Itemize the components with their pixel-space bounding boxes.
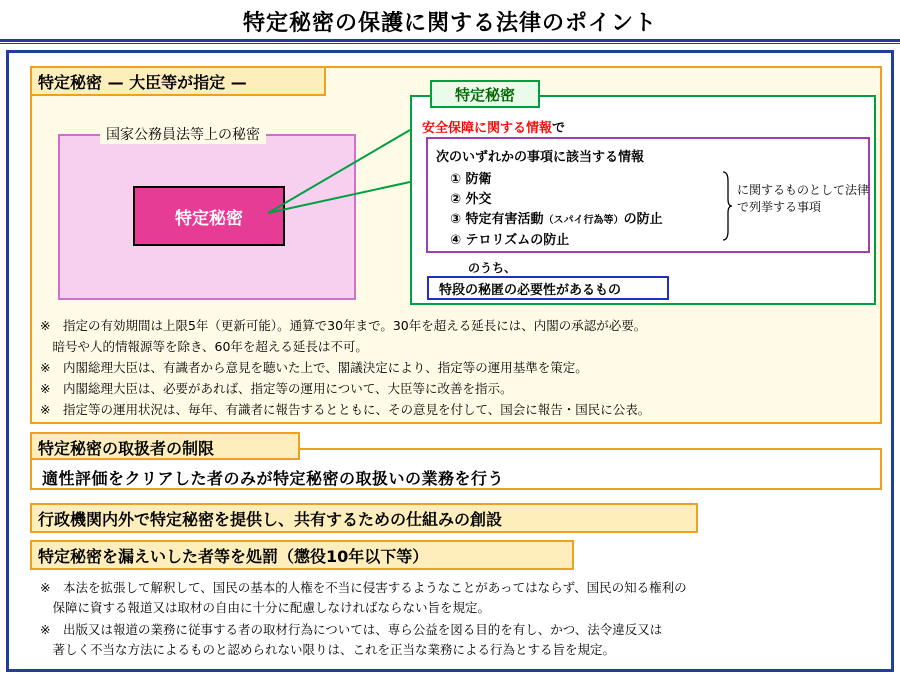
specified-secret-tag: 特定秘密 xyxy=(430,80,540,108)
among-which-label: のうち、 xyxy=(468,261,517,275)
category-item: ③ 特定有害活動（スパイ行為等）の防止 xyxy=(450,212,663,227)
enumerated-items-note: に関するものとして法律で列挙する事項 xyxy=(737,183,870,214)
security-info-line xyxy=(422,117,565,136)
category-item: ② 外交 xyxy=(450,192,492,207)
penalty-header: 特定秘密を漏えいした者等を処罰（懲役10年以下等） xyxy=(30,540,574,570)
category-item: ④ テロリズムの防止 xyxy=(450,233,570,248)
handler-restriction-text: 適性評価をクリアした者のみが特定秘密の取扱いの業務を行う xyxy=(42,469,505,488)
brace-icon xyxy=(722,171,732,241)
note-line: ※ 本法を拡張して解釈して、国民の基本的人権を不当に侵害するようなことがあってはならず、国民の知る権利の xyxy=(40,580,687,595)
national-secret-label: 国家公務員法等上の秘密 xyxy=(100,124,266,144)
category-heading: 次のいずれかの事項に該当する情報 xyxy=(436,150,645,165)
page-title: 特定秘密の保護に関する法律のポイント xyxy=(242,11,657,36)
security-info-suffix: で xyxy=(552,121,566,136)
note-line: 著しく不当な方法によるものと認められない限りは、これを正当な業務による行為とする旨を規定。 xyxy=(40,642,616,657)
specified-secret-box: 特定秘密 xyxy=(133,186,285,246)
note-line: ※ 内閣総理大臣は、有識者から意見を聴いた上で、閣議決定により、指定等の運用基準を策定。 xyxy=(40,360,588,375)
category-item: ① 防衛 xyxy=(450,172,492,187)
note-line: ※ 指定の有効期間は上限5年（更新可能）。通算で30年まで。30年を超える延長には、内閣の承認が必要。 xyxy=(40,318,647,333)
special-secrecy-box: 特段の秘匿の必要性があるもの xyxy=(427,276,669,300)
security-info-red: 安全保障に関する情報 xyxy=(422,121,553,136)
sharing-mechanism-header: 行政機関内外で特定秘密を提供し、共有するための仕組みの創設 xyxy=(30,503,698,533)
note-line: ※ 出版又は報道の業務に従事する者の取材行為については、専ら公益を図る目的を有し、かつ、法令違反又は xyxy=(40,622,663,637)
section-designation-header: 特定秘密 — 大臣等が指定 — xyxy=(30,66,326,96)
handler-restriction-header: 特定秘密の取扱者の制限 xyxy=(30,432,300,460)
note-line: ※ 指定等の運用状況は、毎年、有識者に報告するとともに、その意見を付して、国会に報告・国民に公表。 xyxy=(40,402,651,417)
title-underline xyxy=(0,39,900,42)
title-underline-thin xyxy=(0,43,900,44)
note-line: 保障に資する報道又は取材の自由に十分に配慮しなければならない旨を規定。 xyxy=(40,600,491,615)
note-line: 暗号や人的情報源等を除き、60年を超える延長は不可。 xyxy=(40,339,368,354)
note-line: ※ 内閣総理大臣は、必要があれば、指定等の運用について、大臣等に改善を指示。 xyxy=(40,381,513,396)
